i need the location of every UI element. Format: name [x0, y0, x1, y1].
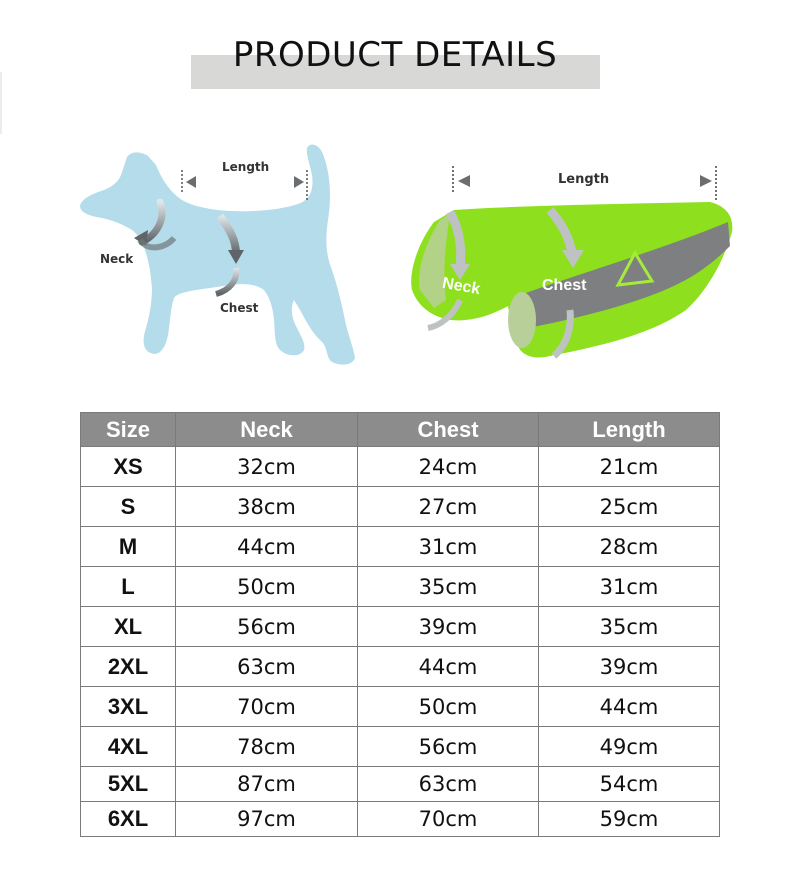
vest-length-label: Length	[558, 172, 610, 187]
chest-cell: 50cm	[358, 687, 539, 727]
table-row	[81, 767, 720, 802]
size-cell: XL	[81, 607, 176, 647]
chest-cell: 39cm	[358, 607, 539, 647]
size-cell: L	[81, 567, 176, 607]
neck-cell: 63cm	[176, 647, 358, 687]
size-chart-table	[80, 412, 720, 837]
size-cell: 2XL	[81, 647, 176, 687]
length-cell: 31cm	[539, 567, 720, 607]
size-cell: S	[81, 487, 176, 527]
size-cell: M	[81, 527, 176, 567]
size-cell: 6XL	[81, 802, 176, 837]
neck-cell: 38cm	[176, 487, 358, 527]
vest-chest-label: Chest	[542, 277, 587, 294]
size-cell: 4XL	[81, 727, 176, 767]
size-cell: XS	[81, 447, 176, 487]
neck-cell: 44cm	[176, 527, 358, 567]
chest-cell: 27cm	[358, 487, 539, 527]
table-header-row	[81, 413, 720, 447]
header-neck: Neck	[176, 413, 358, 447]
neck-cell: 50cm	[176, 567, 358, 607]
chest-cell: 70cm	[358, 802, 539, 837]
length-cell: 59cm	[539, 802, 720, 837]
dog-neck-label: Neck	[100, 252, 134, 266]
length-cell: 54cm	[539, 767, 720, 802]
table-row	[81, 567, 720, 607]
table-row	[81, 647, 720, 687]
size-cell: 3XL	[81, 687, 176, 727]
neck-cell: 70cm	[176, 687, 358, 727]
table-row	[81, 487, 720, 527]
neck-cell: 32cm	[176, 447, 358, 487]
vest-neck-label: Neck	[440, 274, 482, 299]
neck-cell: 97cm	[176, 802, 358, 837]
table-row	[81, 607, 720, 647]
table-row	[81, 727, 720, 767]
size-cell: 5XL	[81, 767, 176, 802]
neck-cell: 87cm	[176, 767, 358, 802]
header-size: Size	[81, 413, 176, 447]
table-row	[81, 447, 720, 487]
chest-cell: 63cm	[358, 767, 539, 802]
neck-cell: 78cm	[176, 727, 358, 767]
left-edge-decoration	[0, 72, 2, 134]
chest-cell: 24cm	[358, 447, 539, 487]
table-row	[81, 802, 720, 837]
chest-cell: 35cm	[358, 567, 539, 607]
length-cell: 35cm	[539, 607, 720, 647]
length-cell: 49cm	[539, 727, 720, 767]
length-cell: 21cm	[539, 447, 720, 487]
chest-cell: 56cm	[358, 727, 539, 767]
length-cell: 44cm	[539, 687, 720, 727]
dog-measurement-diagram	[70, 130, 370, 380]
dog-chest-label: Chest	[220, 301, 259, 315]
header-length: Length	[539, 413, 720, 447]
chest-cell: 44cm	[358, 647, 539, 687]
length-cell: 28cm	[539, 527, 720, 567]
length-cell: 25cm	[539, 487, 720, 527]
page-title: PRODUCT DETAILS	[232, 35, 558, 75]
chest-cell: 31cm	[358, 527, 539, 567]
header-chest: Chest	[358, 413, 539, 447]
length-cell: 39cm	[539, 647, 720, 687]
vest-measurement-diagram	[390, 150, 740, 370]
table-row	[81, 687, 720, 727]
neck-cell: 56cm	[176, 607, 358, 647]
dog-length-label: Length	[222, 160, 270, 174]
table-row	[81, 527, 720, 567]
